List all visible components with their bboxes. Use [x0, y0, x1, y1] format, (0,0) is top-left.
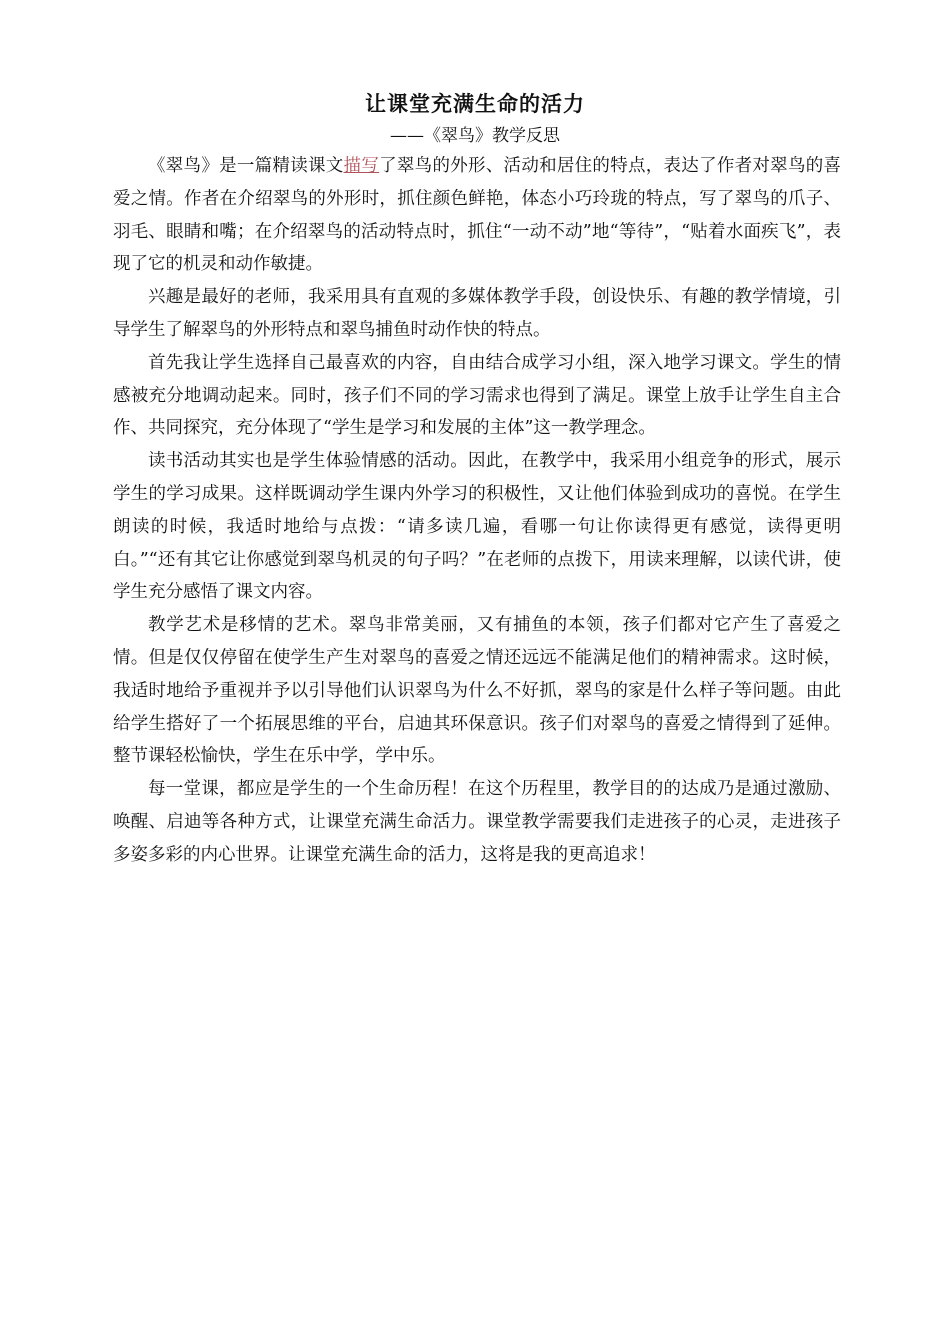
paragraph-4: 读书活动其实也是学生体验情感的活动。因此，在教学中，我采用小组竞争的形式，展示学生的学习成果。这样既调动学生课内外学习的积极性，又让他们体验到成功的喜悦。在学生朗读的时候，我适时地给与点拨：“请多读几遍，看哪一句让你读得更有感觉，读得更明白。”“还有其它让你感觉到翠鸟机灵的句子吗？”在老师的点拨下，用读来理解，以读代讲，使学生充分感悟了课文内容。	[113, 451, 841, 603]
paragraph-6: 每一堂课，都应是学生的一个生命历程！在这个历程里，教学目的的达成乃是通过激励、唤醒、启迪等各种方式，让课堂充满生命活力。课堂教学需要我们走进孩子的心灵，走进孩子多姿多彩的内心世界。让课堂充满生命的活力，这将是我的更高追求！	[113, 779, 841, 865]
document-subtitle: ——《翠鸟》教学反思	[390, 126, 560, 146]
paragraph-3: 首先我让学生选择自己最喜欢的内容，自由结合成学习小组，深入地学习课文。学生的情感被充分地调动起来。同时，孩子们不同的学习需求也得到了满足。课堂上放手让学生自主合作、共同探究，充分体现了“学生是学习和发展的主体”这一教学理念。	[113, 352, 841, 439]
describe-link[interactable]: 描写	[343, 156, 380, 176]
paragraph-1-text-end: 了翠鸟的外形、活动和居住的特点，表达了作者对翠鸟的喜爱之情。作者在介绍翠鸟的外形时，抓住颜色鲜艳，体态小巧玲珑的特点，写了翠鸟的爪子、羽毛、眼睛和嘴；在介绍翠鸟的活动特点时，抓住“一动不动”地“等待”，“贴着水面疾飞”，表现了它的机灵和动作敏捷。	[113, 156, 842, 275]
document-body	[113, 150, 841, 872]
paragraph-2: 兴趣是最好的老师，我采用具有直观的多媒体教学手段，创设快乐、有趣的教学情境，引导学生了解翠鸟的外形特点和翠鸟捕鱼时动作快的特点。	[113, 287, 841, 340]
paragraph-5: 教学艺术是移情的艺术。翠鸟非常美丽，又有捕鱼的本领，孩子们都对它产生了喜爱之情。但是仅仅停留在使学生产生对翠鸟的喜爱之情还远远不能满足他们的精神需求。这时候，我适时地给予重视并予以引导他们认识翠鸟为什么不好抓，翠鸟的家是什么样子等问题。由此给学生搭好了一个拓展思维的平台，启迪其环保意识。孩子们对翠鸟的喜爱之情得到了延伸。整节课轻松愉快，学生在乐中学，学中乐。	[113, 615, 841, 767]
paragraph-1	[113, 150, 841, 281]
paragraph-1-text-start: 《翠鸟》是一篇精读课文	[148, 156, 344, 176]
document-title: 让课堂充满生命的活力	[365, 91, 585, 116]
